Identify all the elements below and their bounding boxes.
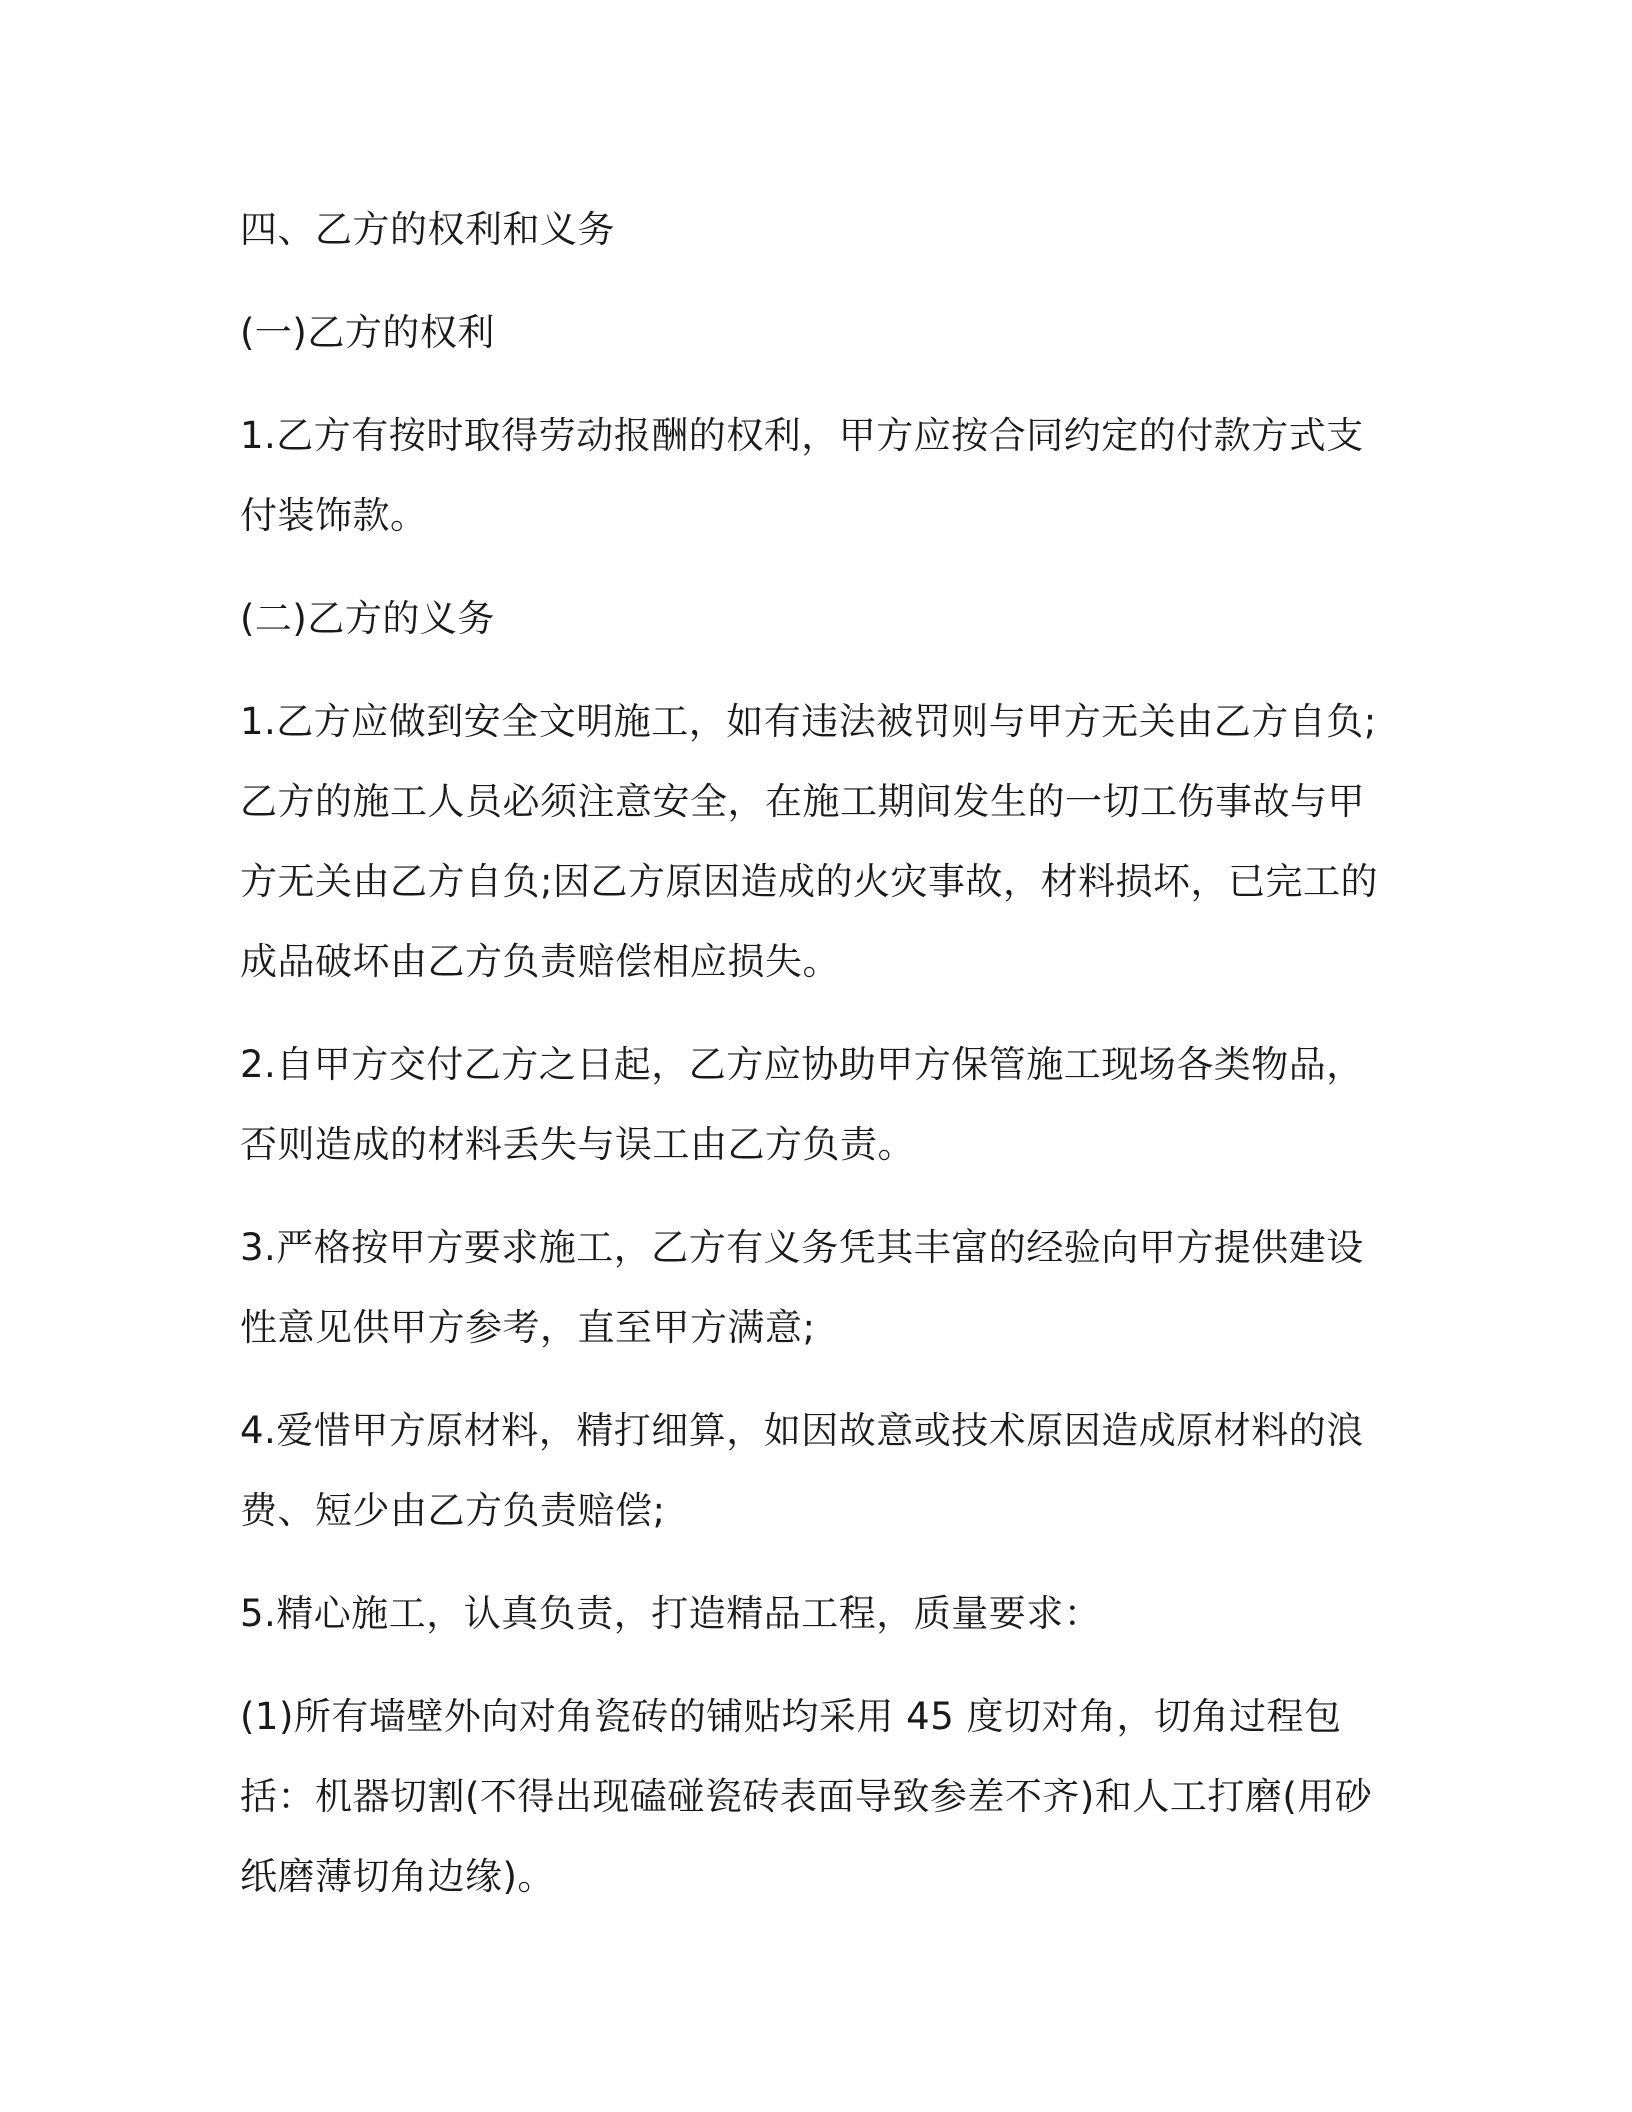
document-body — [240, 190, 1380, 1940]
rights-item-1: 1.乙方有按时取得劳动报酬的权利，甲方应按合同约定的付款方式支付装饰款。 — [240, 414, 1364, 537]
quality-requirement-1: (1)所有墙壁外向对角瓷砖的铺贴均采用 45 度切对角，切角过程包括：机器切割(不得出现磕碰瓷砖表面导致参差不齐)和人工打磨(用砂纸磨薄切角边缘)。 — [240, 1695, 1373, 1898]
subsection-heading-obligations: (二)乙方的义务 — [240, 597, 495, 640]
obligation-item-5: 5.精心施工，认真负责，打造精品工程，质量要求： — [240, 1592, 1102, 1635]
subsection-heading-rights: (一)乙方的权利 — [240, 311, 495, 354]
obligation-item-4: 4.爱惜甲方原材料，精打细算，如因故意或技术原因造成原材料的浪费、短少由乙方负责赔偿; — [240, 1409, 1364, 1532]
obligation-item-1: 1.乙方应做到安全文明施工，如有违法被罚则与甲方无关由乙方自负;乙方的施工人员必须注意安全，在施工期间发生的一切工伤事故与甲方无关由乙方自负;因乙方原因造成的火灾事故，材料损坏，已完工的成品破坏由乙方负责赔偿相应损失。 — [240, 700, 1378, 983]
obligation-item-2: 2.自甲方交付乙方之日起，乙方应协助甲方保管施工现场各类物品，否则造成的材料丢失与误工由乙方负责。 — [240, 1043, 1364, 1166]
obligation-item-3: 3.严格按甲方要求施工，乙方有义务凭其丰富的经验向甲方提供建设性意见供甲方参考，直至甲方满意; — [240, 1226, 1364, 1349]
section-heading: 四、乙方的权利和义务 — [240, 208, 615, 251]
